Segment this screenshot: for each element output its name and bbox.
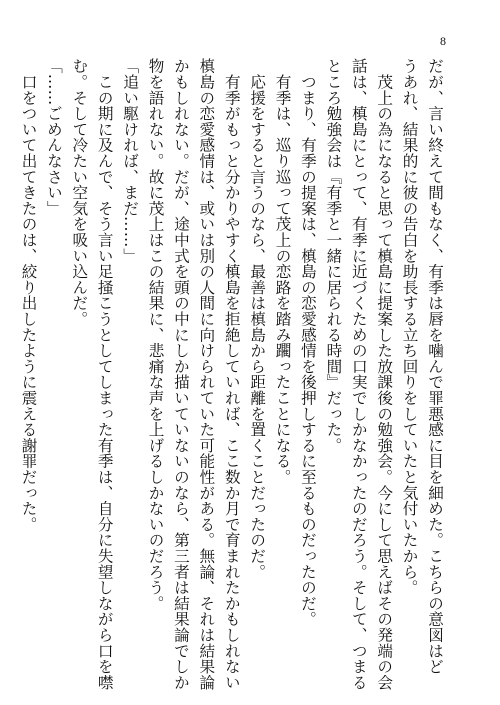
text-line: ところ勉強会は『有季と一緒に居られる時間』だった。 bbox=[324, 58, 343, 453]
dialogue-line: 「追い駆ければ、まだ……」 bbox=[121, 58, 140, 264]
text-line: かもしれない。だが、途中式を頭の中にしか描いていないのなら、第三者は結果論でしか bbox=[171, 58, 190, 690]
text-line: 話は、槙島にとって、有季に近づくための口実でしかなかったのだろう。そして、つまる bbox=[349, 58, 368, 690]
page-number: 8 bbox=[440, 34, 446, 48]
text-line: うあれ、結果的に彼の告白を助長する立ち回りをしていたと気付いたから。 bbox=[400, 58, 419, 596]
dialogue-line: 「……ごめんなさい」 bbox=[44, 58, 63, 216]
text-line: む。そして冷たい空気を吸い込んだ。 bbox=[70, 58, 89, 327]
text-line: だが、言い終えて間もなく、有季は唇を噛んで罪悪感に目を細めた。こちらの意図はど bbox=[426, 58, 444, 675]
text-line: 茂上の為になると思って槙島に提案した放課後の勉強会。今にして思えばその発端の会 bbox=[375, 58, 394, 690]
text-line: 物を語れない。故に茂上はこの結果に、悲痛な声を上げるしかないのだろう。 bbox=[146, 58, 165, 611]
text-line: 口をついて出てきたのは、絞り出したように震える謝罪だった。 bbox=[19, 58, 38, 532]
text-line: つまり、有季の提案は、槙島の恋愛感情を後押しするに至るものだったのだ。 bbox=[298, 58, 317, 627]
text-line: この期に及んで、そう言い足掻こうとしてしまった有季は、自分に失望しながら口を噤 bbox=[95, 58, 114, 690]
text-line: 有季がもっと分かりやすく槙島を拒絶していれば、ここ数か月で育まれたかもしれない bbox=[222, 58, 241, 690]
text-line: 応援をすると言うのなら、最善は槙島から距離を置くことだったのだ。 bbox=[248, 58, 267, 580]
text-line: 有季は、巡り巡って茂上の恋路を踏み躙ったことになる。 bbox=[273, 58, 292, 485]
text-line: 槙島の恋愛感情は、或いは別の人間に向けられていた可能性がある。無論、それは結果論 bbox=[197, 58, 216, 690]
body-text bbox=[15, 58, 447, 690]
